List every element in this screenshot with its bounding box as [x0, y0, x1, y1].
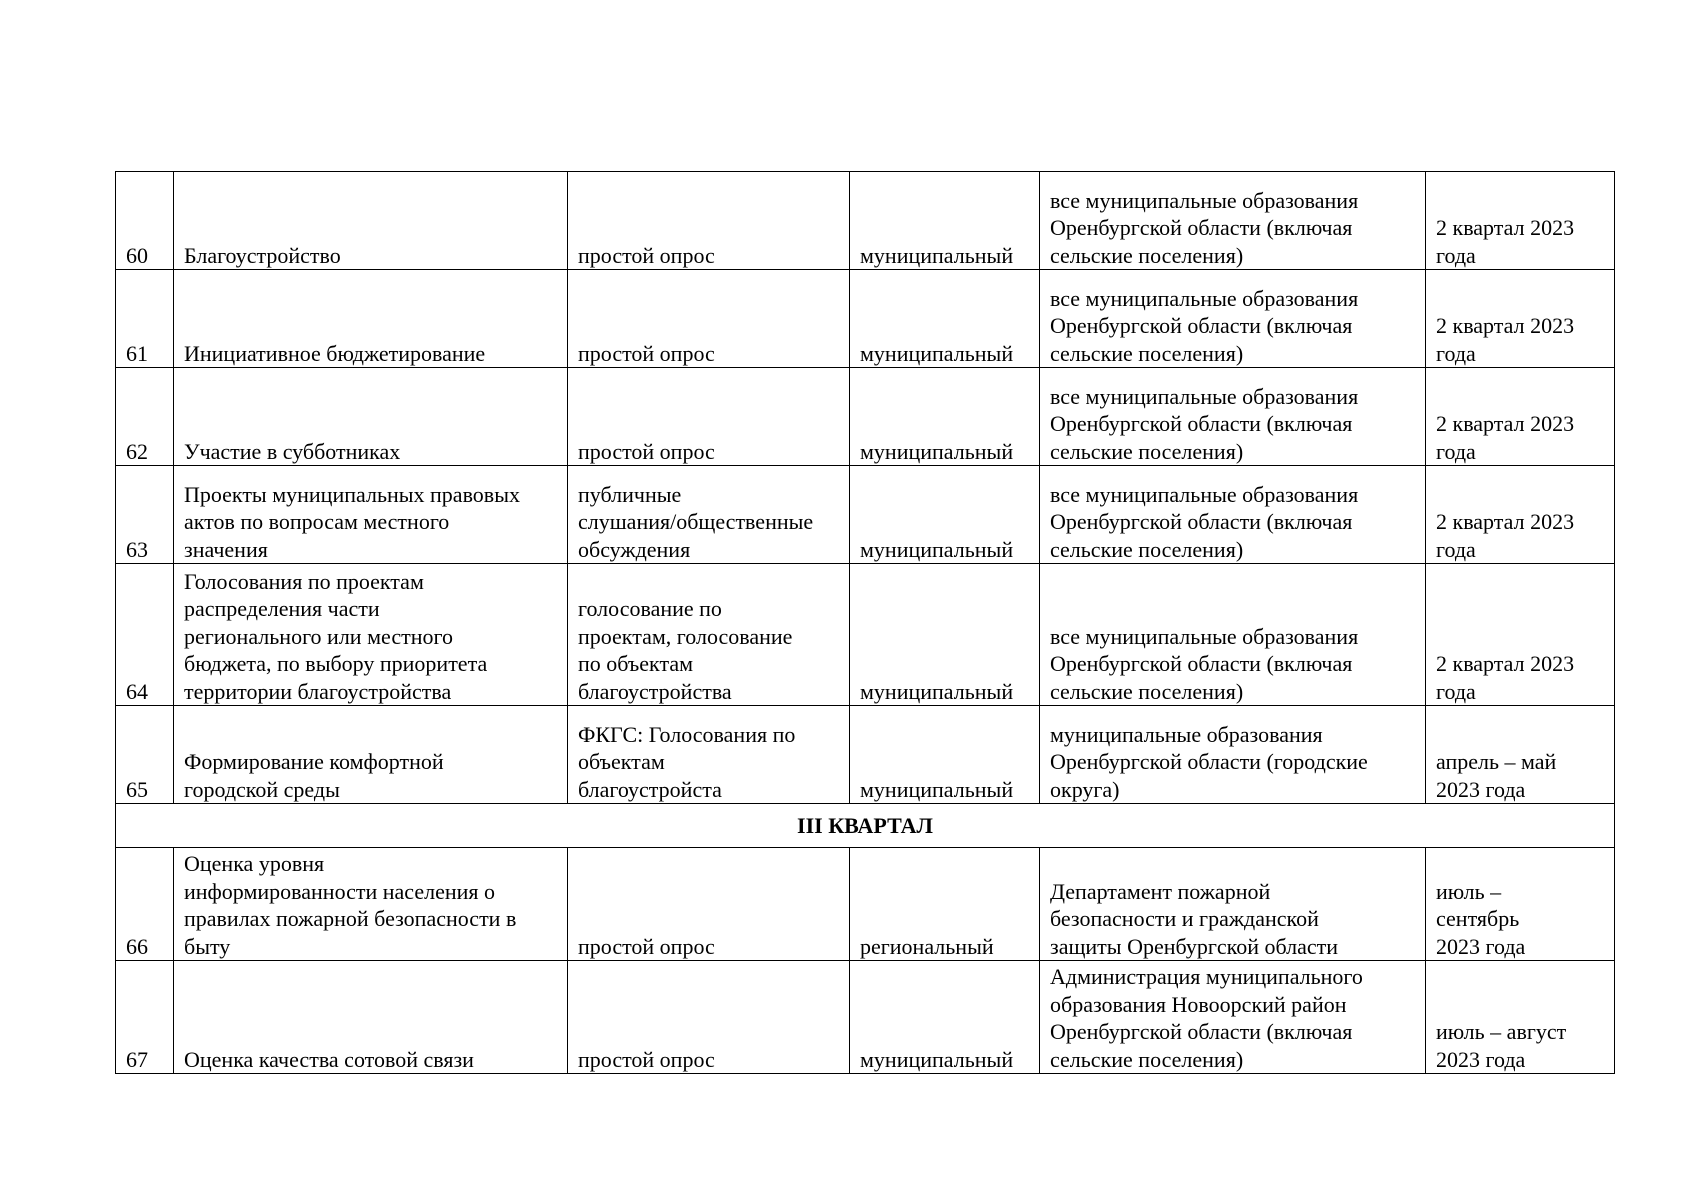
- period-cell: 2 квартал 2023 года: [1426, 564, 1615, 706]
- level-cell: муниципальный: [850, 564, 1040, 706]
- territory-cell: все муниципальные образования Оренбургской области (включая сельские поселения): [1040, 172, 1426, 270]
- table-row: [116, 368, 1615, 466]
- row-number: 62: [116, 368, 174, 466]
- row-number: 63: [116, 466, 174, 564]
- table-row: [116, 172, 1615, 270]
- topic-cell: Инициативное бюджетирование: [174, 270, 568, 368]
- level-cell: муниципальный: [850, 706, 1040, 804]
- row-number: 67: [116, 961, 174, 1074]
- territory-cell: все муниципальные образования Оренбургской области (включая сельские поселения): [1040, 564, 1426, 706]
- row-number: 64: [116, 564, 174, 706]
- form-cell: простой опрос: [568, 961, 850, 1074]
- row-number: 66: [116, 848, 174, 961]
- form-cell: простой опрос: [568, 368, 850, 466]
- table-row: [116, 564, 1615, 706]
- form-cell: публичные слушания/общественные обсуждения: [568, 466, 850, 564]
- level-cell: региональный: [850, 848, 1040, 961]
- table-row: [116, 706, 1615, 804]
- table-row: [116, 961, 1615, 1074]
- period-cell: 2 квартал 2023 года: [1426, 172, 1615, 270]
- period-cell: апрель – май 2023 года: [1426, 706, 1615, 804]
- territory-cell: все муниципальные образования Оренбургской области (включая сельские поселения): [1040, 368, 1426, 466]
- form-cell: простой опрос: [568, 270, 850, 368]
- topic-cell: Оценка уровня информированности населения о правилах пожарной безопасности в быту: [174, 848, 568, 961]
- form-cell: голосование по проектам, голосование по объектам благоустройства: [568, 564, 850, 706]
- table-row: [116, 466, 1615, 564]
- territory-cell: все муниципальные образования Оренбургской области (включая сельские поселения): [1040, 270, 1426, 368]
- table-row: [116, 848, 1615, 961]
- section-title: III КВАРТАЛ: [116, 804, 1615, 848]
- row-number: 60: [116, 172, 174, 270]
- level-cell: муниципальный: [850, 961, 1040, 1074]
- section-row: [116, 804, 1615, 848]
- topic-cell: Благоустройство: [174, 172, 568, 270]
- topic-cell: Голосования по проектам распределения части регионального или местного бюджета, по выбору приоритета территории благоустройства: [174, 564, 568, 706]
- level-cell: муниципальный: [850, 270, 1040, 368]
- territory-cell: все муниципальные образования Оренбургской области (включая сельские поселения): [1040, 466, 1426, 564]
- territory-cell: Департамент пожарной безопасности и гражданской защиты Оренбургской области: [1040, 848, 1426, 961]
- topic-cell: Проекты муниципальных правовых актов по вопросам местного значения: [174, 466, 568, 564]
- period-cell: июль – август 2023 года: [1426, 961, 1615, 1074]
- form-cell: простой опрос: [568, 172, 850, 270]
- topic-cell: Участие в субботниках: [174, 368, 568, 466]
- territory-cell: Администрация муниципального образования Новоорский район Оренбургской области (включая сельские поселения): [1040, 961, 1426, 1074]
- topic-cell: Формирование комфортной городской среды: [174, 706, 568, 804]
- survey-table: [115, 171, 1615, 1074]
- table-row: [116, 270, 1615, 368]
- period-cell: 2 квартал 2023 года: [1426, 270, 1615, 368]
- row-number: 65: [116, 706, 174, 804]
- level-cell: муниципальный: [850, 172, 1040, 270]
- row-number: 61: [116, 270, 174, 368]
- form-cell: ФКГС: Голосования по объектам благоустройста: [568, 706, 850, 804]
- period-cell: июль – сентябрь 2023 года: [1426, 848, 1615, 961]
- level-cell: муниципальный: [850, 466, 1040, 564]
- form-cell: простой опрос: [568, 848, 850, 961]
- period-cell: 2 квартал 2023 года: [1426, 466, 1615, 564]
- topic-cell: Оценка качества сотовой связи: [174, 961, 568, 1074]
- level-cell: муниципальный: [850, 368, 1040, 466]
- territory-cell: муниципальные образования Оренбургской области (городские округа): [1040, 706, 1426, 804]
- period-cell: 2 квартал 2023 года: [1426, 368, 1615, 466]
